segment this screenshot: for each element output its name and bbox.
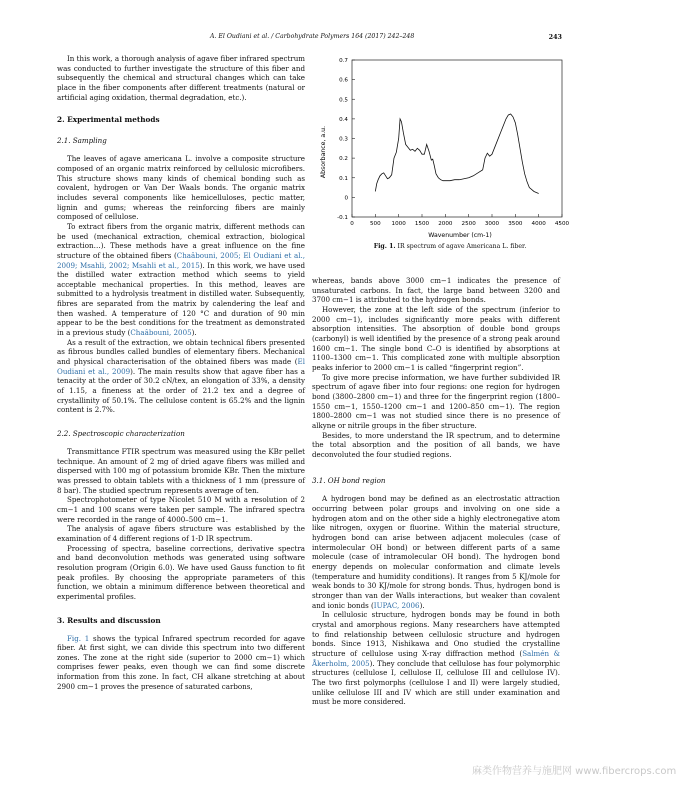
y-tick-label: 0.1 — [339, 175, 348, 182]
results-paragraph-1: Fig. 1 shows the typical Infrared spectrum recorded for agave fiber. At first sight, we can divide this spectrum into two different zones. The zone at the right side (superior to 2000 cm−1) which comprises fewer peaks, even though we can find some discrete information from this zone. In fact, CH alkane stretching at about 2900 cm−1 proves the presence of saturated carbons, — [57, 633, 305, 691]
oh-paragraph-1: A hydrogen bond may be defined as an electrostatic attraction occurring between polar groups and involving on one side a hydrogen atom and on the other side a highly electronegative atom like nitrogen, oxygen or fluorine. Within the material structure, hydrogen bond can arise between adjacent molecules (case of intermolecular OH bond) or between different parts of a same molecule (case of intramolecular OH bond). The hydrogen bond energy depends on molecular conformation and climate levels (temperature and humidity conditions). It ranges from 5 KJ/mole for weak bonds to 30 KJ/mole for strong bonds. Thus, hydrogen bond is stronger than van der Walls interactions, but weaker than covalent and ionic bonds (IUPAC, 2006). — [312, 494, 560, 610]
ir-spectrum-chart — [312, 52, 568, 242]
sampling-paragraph-1: The leaves of agave americana L. involve a composite structure composed of an organic matrix reinforced by cellulosic microfibers. This structure shows many kinds of chemical bonding such as covalent, hydrogen or Van Der Waals bonds. The organic matrix includes several components like hemicelluloses, pectic matter, lignin and gums; whereas the reinforcing fibers are mainly composed of cellulose. — [57, 154, 305, 222]
plot-frame — [352, 60, 562, 217]
results-paragraph-5: Besides, to more understand the IR spectrum, and to determine the total absorption and the position of all bands, we have deconvoluted the four studied regions. — [312, 430, 560, 459]
y-tick-label: 0.3 — [339, 136, 348, 143]
watermark: 麻类作物营养与施肥网 www.fibercrops.com — [472, 766, 676, 777]
y-axis-label: Absorbance, a.u. — [320, 125, 327, 179]
x-axis-label: Wavenumber (cm-1) — [428, 232, 492, 239]
page-number: 243 — [548, 33, 562, 41]
citation-link[interactable]: Salmén & Åkerholm, 2005 — [312, 648, 560, 668]
section-2-2-title: 2.2. Spectroscopic characterization — [57, 429, 185, 438]
section-2-1-title: 2.1. Sampling — [57, 136, 107, 146]
journal-reference: A. El Oudiani et al. / Carbohydrate Polymers 164 (2017) 242–248 — [210, 33, 415, 40]
results-paragraph-3: However, the zone at the left side of the spectrum (inferior to 2000 cm−1), includes significantly more peaks with different absorption intensities. The absorption of double bond groups (carbonyl) is well identified by the presence of a strong peak around 1600 cm−1. The single bond C–O is identified by absorptions at 1100–1300 cm−1. This complicated zone with multiple absorption peaks inferior to 2000 cm−1 is called “fingerprint region”. — [312, 304, 560, 372]
x-tick-label: 4000 — [531, 221, 546, 227]
citation-link[interactable]: IUPAC, 2006 — [373, 600, 420, 610]
x-tick-label: 2000 — [438, 221, 453, 227]
y-tick-label: 0 — [344, 195, 348, 202]
x-tick-label: 3500 — [508, 221, 523, 227]
spectrum-line — [375, 114, 538, 193]
y-tick-label: 0.4 — [339, 116, 348, 123]
spectroscopy-paragraph-3: The analysis of agave fibers structure was established by the examination of 4 different regions of 1-D IR spectrum. — [57, 524, 305, 543]
x-tick-label: 4500 — [554, 221, 570, 227]
sampling-paragraph-3: As a result of the extraction, we obtain technical fibers presented as fibrous bundles called bundles of elementary fibers. Mechanical and physical characterisation of the obtained fibers was made (El Oudiani et al., 2009). The main results show that agave fiber has a tenacity at the order of 30.2 cN/tex, an elongation of 33%, a density of 1.15, a fineness at the order of 21.2 tex and a degree of crystallinity of 50.1%. The cellulose content is 65.2% and the lignin content is 2.7%. — [57, 337, 306, 415]
spectroscopy-paragraph-4: Processing of spectra, baseline corrections, derivative spectra and band deconvolution methods was generated using software resolution program (Origin 6.0). We have used Gauss function to fit peak profiles. By choosing the appropriate parameters of this function, we obtain a minimum difference between theoretical and experimental profiles. — [57, 543, 305, 601]
section-3-title: 3. Results and discussion — [57, 615, 161, 625]
x-tick-label: 3000 — [484, 221, 500, 227]
y-tick-label: -0.1 — [337, 215, 348, 221]
spectroscopy-paragraph-2: Spectrophotometer of type Nicolet 510 M with a resolution of 2 cm−1 and 100 scans were taken per sample. The infrared spectra were recorded in the range of 4000–500 cm−1. — [57, 495, 305, 524]
citation-link[interactable]: El Oudiani et al., 2009 — [57, 357, 305, 376]
intro-paragraph: In this work, a thorough analysis of agave fiber infrared spectrum was conducted to further investigate the structure of this fiber and subsequently the chemical and structural changes which can take place in the fiber components after different treatments (natural or artificial aging oxidation, thermal degradation, etc.). — [57, 54, 305, 102]
figure-1 — [312, 52, 568, 264]
left-column — [57, 54, 305, 691]
sampling-paragraph-2: To extract fibers from the organic matrix, different methods can be used (mechanical extraction, chemical extraction, biological extraction…). These methods have a great influence on the fine structure of the obtained fibers (Chaâbouni, 2005; El Oudiani et al., 2009; Msahli, 2002; Msahli et al., 2015). In this work, we have used the distilled water extraction method which seems to yield acceptable mechanical properties. In this method, leaves are submitted to a hydrolysis treatment in distilled water. Subsequently, fibres are separated from the matrix by calendering the leaf and then washed. A temperature of 120 °C and duration of 90 min appear to be the best conditions for the treatment as demonstrated in a previous study (Chaâbouni, 2005). — [57, 221, 305, 338]
results-paragraph-2: whereas, bands above 3000 cm−1 indicates the presence of unsaturated carbons. In fact, the large band between 3200 and 3700 cm−1 is attributed to the hydrogen bonds. — [312, 276, 560, 305]
x-tick-label: 0 — [350, 221, 354, 227]
y-tick-label: 0.7 — [339, 58, 348, 64]
section-2-title: 2. Experimental methods — [57, 115, 160, 125]
figure-link[interactable]: Fig. 1 — [67, 633, 90, 643]
results-paragraph-4: To give more precise information, we have further subdivided IR spectrum of agave fiber into four regions: one region for hydrogen bond (3800–2800 cm−1) and three for the fingerprint region (1800–1550 cm−1, 1550–1200 cm−1 and 1200–850 cm−1). The region 1800–2800 cm−1 was not studied since there is no presence of alkyne or nitrile groups in the fiber structure. — [312, 372, 560, 430]
citation-link[interactable]: Chaâbouni, 2005; El Oudiani et al., 2009; Msahli, 2002; Msahli et al., 2015 — [57, 250, 305, 270]
running-header — [42, 33, 562, 45]
y-tick-label: 0.6 — [339, 77, 348, 84]
citation-link[interactable]: Chaâbouni, 2005 — [130, 328, 192, 338]
y-tick-label: 0.5 — [339, 97, 348, 104]
section-3-1-title: 3.1. OH bond region — [312, 476, 386, 486]
y-tick-label: 0.2 — [339, 156, 348, 163]
right-column — [312, 276, 560, 707]
x-tick-label: 1000 — [391, 221, 406, 227]
oh-paragraph-2: In cellulosic structure, hydrogen bonds may be found in both crystal and amorphous regions. Many researchers have attempted to find relationship between cellulosic structure and hydrogen bonds. Since 1913, Nishikawa and Ono studied the crystalline structure of cellulose using X-ray diffraction method (Salmén & Åkerholm, 2005). They conclude that cellulose has four polymorphic structures (cellulose I, cellulose II, cellulose III and cellulose IV). The two first polymorphs (cellulose I and II) were largely studied, unlike cellulose III and IV which are still under examination and must be more considered. — [312, 610, 560, 707]
x-tick-label: 2500 — [461, 221, 476, 227]
x-tick-label: 500 — [369, 221, 381, 227]
spectroscopy-paragraph-1: Transmittance FTIR spectrum was measured using the KBr pellet technique. An amount of 2 mg of dried agave fibers was milled and dispersed with 100 mg of potassium bromide KBr. Then the mixture was pressed to obtain tablets with a thickness of 1 mm (pressure of 8 bar). The studied spectrum represents average of ten. — [57, 447, 305, 495]
x-tick-label: 1500 — [414, 221, 430, 227]
figure-caption: Fig. 1. IR spectrum of agave Americana L. fiber. — [373, 243, 527, 250]
